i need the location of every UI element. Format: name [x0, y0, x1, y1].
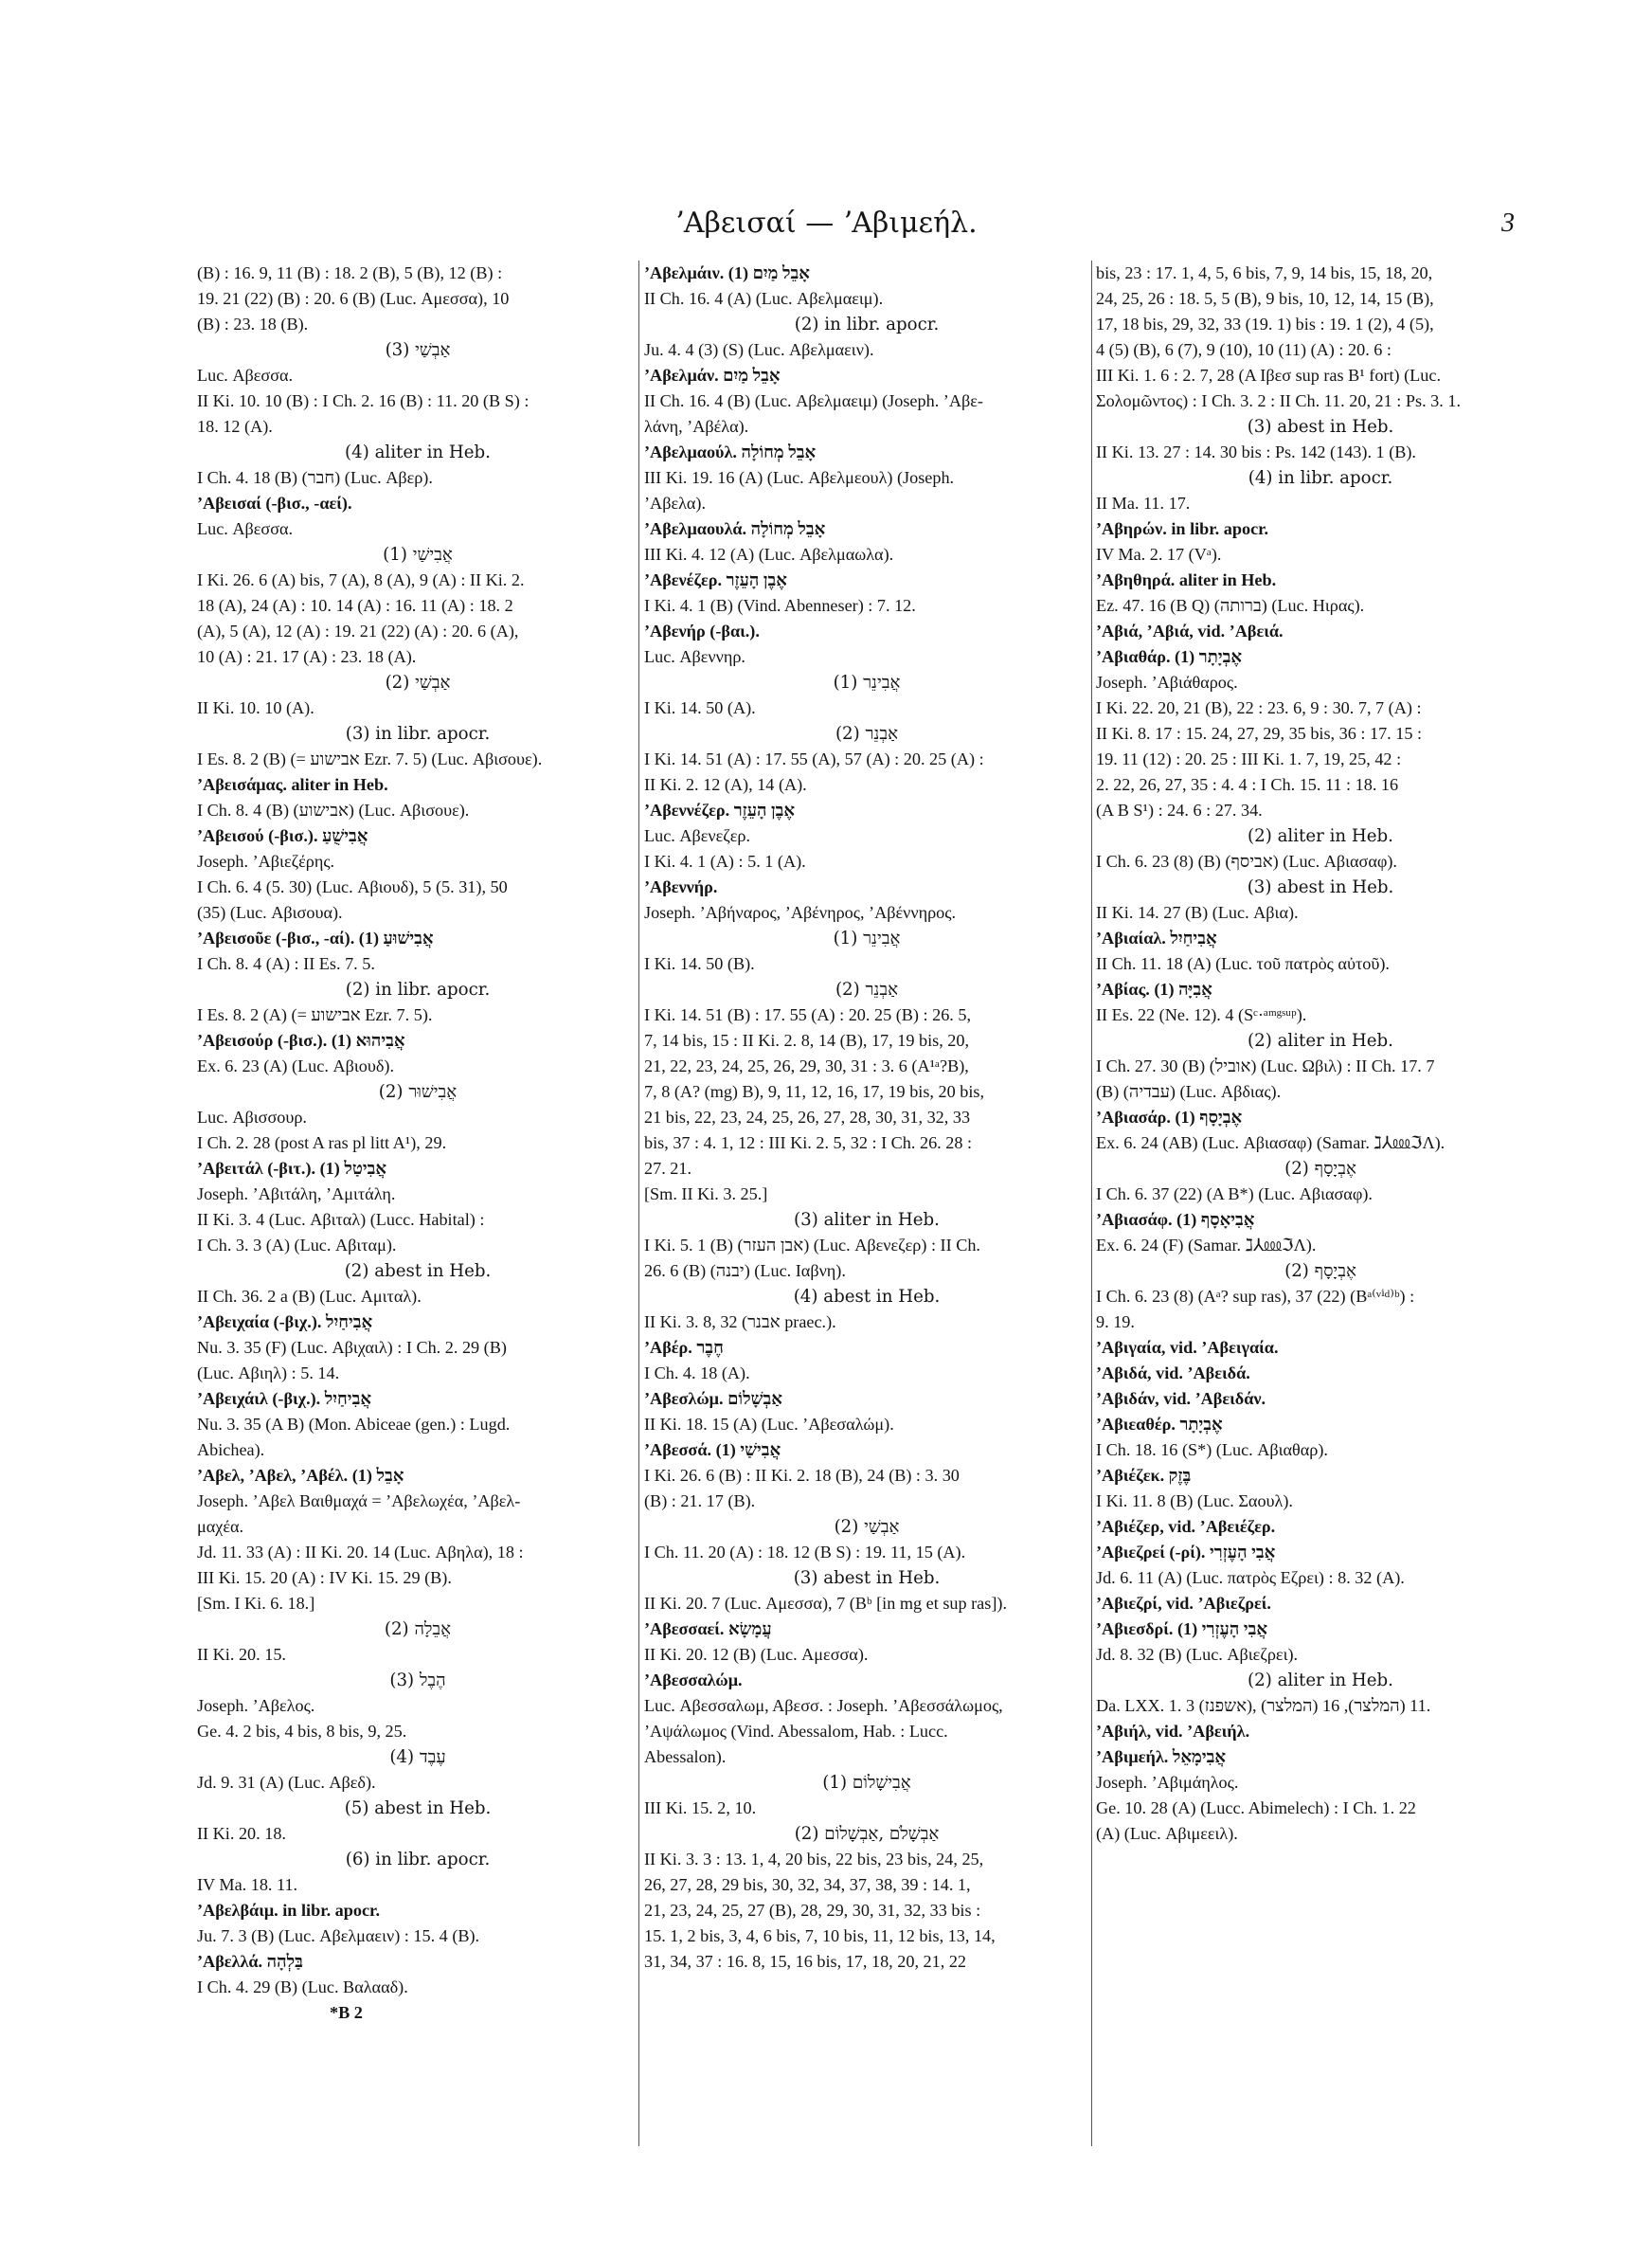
- entry-line: II Ki. 20. 15.: [197, 1645, 286, 1664]
- entry-headword: ʼΑβεννέζερ. אֶבֶן הָעֵזֶר: [644, 801, 796, 820]
- entry-headword: ʼΑβιαθάρ. (1) אֶבְיָתָר: [1096, 647, 1243, 666]
- entry-line: I Ki. 26. 6 (A) bis, 7 (A), 8 (A), 9 (A) : II Ki. 2.: [197, 570, 525, 589]
- entry-subheading: (2) aliter in Heb.: [1248, 826, 1393, 846]
- entry-headword: ʼΑβιμεήλ. אֲבִימָאֵל: [1096, 1747, 1227, 1766]
- entry-line: 17, 18 bis, 29, 32, 33 (19. 1) bis : 19. 1 (2), 4 (5),: [1096, 315, 1434, 334]
- entry-subheading: (2) aliter in Heb.: [1248, 1031, 1393, 1051]
- entry-line: 26. 6 (B) (יבנה) (Luc. Ιαβνη).: [644, 1261, 846, 1280]
- entry-headword: ʼΑβελμάιν. (1) אָבֵל מַיִם: [644, 263, 810, 282]
- entry-line: I Ch. 8. 4 (A) : II Es. 7. 5.: [197, 954, 375, 973]
- entry-headword: ʼΑβιδάν, vid. ʼΑβειδάν.: [1096, 1389, 1266, 1408]
- entry-headword: ʼΑβεισούρ (-βισ.). (1) אֲבִיהוּא: [197, 1031, 405, 1050]
- entry-subheading: (2) אַבְשַׁי: [834, 1517, 900, 1537]
- entry-line: I Ki. 14. 50 (B).: [644, 954, 755, 973]
- entry-line: IV Ma. 18. 11.: [197, 1875, 298, 1894]
- entry-line: 21, 22, 23, 24, 25, 26, 29, 30, 31 : 3. 6 (A¹ᵃ?B),: [644, 1056, 969, 1075]
- entry-line: II Es. 22 (Ne. 12). 4 (Sᶜ·ᵃᵐᵍˢᵘᵖ).: [1096, 1005, 1307, 1024]
- entry-line: (B) : 16. 9, 11 (B) : 18. 2 (B), 5 (B), 12 (B) :: [197, 263, 503, 282]
- entry-line: II Ki. 20. 7 (Luc. Αμεσσα), 7 (Bᵇ [in mg et sup ras]).: [644, 1594, 1007, 1613]
- entry-headword: ʼΑβίας. (1) אֲבִיָּה: [1096, 980, 1212, 999]
- entry-subheading: (2) אֶבְיָסָף: [1284, 1159, 1356, 1179]
- entry-line: II Ki. 10. 10 (B) : I Ch. 2. 16 (B) : 11. 20 (B S) :: [197, 391, 530, 410]
- entry-subheading: (2) אַבְשַׁי: [385, 673, 451, 693]
- entry-line: 19. 21 (22) (B) : 20. 6 (B) (Luc. Αμεσσα), 10: [197, 289, 510, 308]
- entry-line: (B) (עבדיה) (Luc. Αβδιας).: [1096, 1082, 1282, 1101]
- entry-line: II Ch. 16. 4 (A) (Luc. Αβελμαειμ).: [644, 289, 884, 308]
- entry-headword: ʼΑβελμαούλ. אָבֵל מְחוֹלָה: [644, 442, 817, 461]
- entry-line: Joseph. ʼΑβελος.: [197, 1696, 315, 1715]
- entry-line: IV Ma. 2. 17 (Vᵃ).: [1096, 545, 1222, 564]
- entry-headword: ʼΑβεισοῦε (-βισ., -αί). (1) אֲבִישׁוּעַ: [197, 929, 434, 948]
- entry-line: I Ch. 8. 4 (B) (אבישוע) (Luc. Αβισουε).: [197, 801, 470, 820]
- entry-subheading: (5) abest in Heb.: [344, 1798, 492, 1818]
- entry-line: Luc. Αβισσουρ.: [197, 1108, 307, 1127]
- entry-line: II Ki. 14. 27 (B) (Luc. Αβια).: [1096, 903, 1299, 922]
- entry-headword: ʼΑβιαίαλ. אֲבִיחַיִל: [1096, 929, 1217, 948]
- entry-line: II Ki. 2. 12 (A), 14 (A).: [644, 775, 807, 794]
- entry-line: ʼΑβελα).: [644, 494, 707, 513]
- entry-line: Joseph. ʼΑβιεζέρης.: [197, 852, 335, 871]
- entry-line: II Ki. 18. 15 (A) (Luc. ʼΑβεσαλώμ).: [644, 1415, 894, 1434]
- entry-headword: ʼΑβιδά, vid. ʼΑβειδά.: [1096, 1363, 1250, 1382]
- entry-subheading: (2) abest in Heb.: [344, 1261, 492, 1281]
- entry-line: I Ch. 6. 4 (5. 30) (Luc. Αβιουδ), 5 (5. 31), 50: [197, 877, 508, 896]
- entry-line: (B) : 23. 18 (B).: [197, 315, 309, 334]
- entry-headword: ʼΑβεννήρ.: [644, 877, 718, 896]
- entry-line: I Ki. 26. 6 (B) : II Ki. 2. 18 (B), 24 (B) : 3. 30: [644, 1466, 960, 1485]
- entry-line: Nu. 3. 35 (F) (Luc. Αβιχαιλ) : I Ch. 2. 29 (B): [197, 1338, 507, 1357]
- entry-line: Luc. Αβεννηρ.: [644, 647, 745, 666]
- entry-line: 31, 34, 37 : 16. 8, 15, 16 bis, 17, 18, 20, 21, 22: [644, 1952, 967, 1971]
- entry-line: II Ki. 20. 18.: [197, 1824, 286, 1843]
- entry-headword: ʼΑβελλά. בַּלְהָה: [197, 1952, 303, 1971]
- entry-headword: ʼΑβελ, ʼΑβελ, ʼΑβέλ. (1) אָבֵל: [197, 1466, 404, 1485]
- entry-line: 4 (5) (B), 6 (7), 9 (10), 10 (11) (A) : 20. 6 :: [1096, 340, 1392, 359]
- entry-line: I Ch. 4. 18 (B) (חבר) (Luc. Αβερ).: [197, 468, 433, 487]
- entry-line: μαχέα.: [197, 1517, 244, 1536]
- entry-line: Jd. 9. 31 (A) (Luc. Αβεδ).: [197, 1773, 376, 1792]
- entry-line: Jd. 8. 32 (B) (Luc. Αβιεζρει).: [1096, 1645, 1299, 1664]
- entry-subheading: (3) הֶבֶל: [389, 1670, 446, 1690]
- entry-line: 18. 12 (A).: [197, 417, 273, 436]
- entry-headword: ʼΑβηρών. in libr. apocr.: [1096, 519, 1269, 538]
- signature-mark: *B 2: [330, 2003, 363, 2022]
- entry-line: 15. 1, 2 bis, 3, 4, 6 bis, 7, 10 bis, 11, 12 bis, 13, 14,: [644, 1926, 996, 1945]
- entry-line: I Ch. 4. 18 (A).: [644, 1363, 750, 1382]
- entry-line: II Ki. 20. 12 (B) (Luc. Αμεσσα).: [644, 1645, 869, 1664]
- entry-headword: ʼΑβιέζερ, vid. ʼΑβειέζερ.: [1096, 1517, 1276, 1536]
- entry-line: Ez. 47. 16 (B Q) (ברותה) (Luc. Ηιρας).: [1096, 596, 1365, 615]
- entry-headword: ʼΑβιά, ʼΑβιά, vid. ʼΑβειά.: [1096, 622, 1284, 641]
- entry-headword: ʼΑβιεσδρί. (1) אֲבִי הָעֶזְרִי: [1096, 1619, 1268, 1638]
- entry-line: III Ki. 15. 20 (A) : IV Ki. 15. 29 (B).: [197, 1568, 452, 1587]
- entry-line: II Ki. 3. 3 : 13. 1, 4, 20 bis, 22 bis, 23 bis, 24, 25,: [644, 1850, 984, 1869]
- entry-subheading: (2) אֶבְיָסָף: [1284, 1261, 1356, 1281]
- entry-subheading: (3) aliter in Heb.: [794, 1210, 940, 1230]
- entry-line: I Ch. 27. 30 (B) (אוביל) (Luc. Ωβιλ) : II Ch. 17. 7: [1096, 1056, 1435, 1075]
- entry-line: Luc. Αβεσσα.: [197, 366, 294, 385]
- entry-line: Jd. 11. 33 (A) : II Ki. 20. 14 (Luc. Αβηλα), 18 :: [197, 1543, 524, 1562]
- entry-headword: ʼΑβεισού (-βισ.). אֲבִישֻׁעַ: [197, 826, 368, 845]
- entry-headword: ʼΑβειχάιλ (-βιχ.). אֲבִיחַיִל: [197, 1389, 372, 1408]
- column-rule: [1091, 261, 1092, 2146]
- entry-line: Ge. 4. 2 bis, 4 bis, 8 bis, 9, 25.: [197, 1722, 407, 1741]
- page-header: [0, 207, 1652, 244]
- entry-headword: ʼΑβεσλώμ. אַבְשָׁלוֹם: [644, 1389, 782, 1408]
- entry-subheading: (2) in libr. apocr.: [345, 980, 491, 1000]
- entry-line: (A) (Luc. Αβιμεειλ).: [1096, 1824, 1238, 1843]
- entry-headword: ʼΑβελμαουλά. אָבֵל מְחוֹלָה: [644, 519, 826, 538]
- entry-subheading: (4) עֶבֶד: [389, 1747, 446, 1767]
- entry-subheading: (1) אֲבִישַׁי: [383, 545, 453, 565]
- entry-line: Ju. 7. 3 (B) (Luc. Αβελμαειν) : 15. 4 (B).: [197, 1926, 480, 1945]
- entry-headword: ʼΑβεισαί (-βισ., -αεί).: [197, 494, 352, 513]
- entry-line: 24, 25, 26 : 18. 5, 5 (B), 9 bis, 10, 12, 14, 15 (B),: [1096, 289, 1434, 308]
- entry-line: II Ki. 3. 4 (Luc. Αβιταλ) (Lucc. Habital) :: [197, 1210, 485, 1229]
- entry-subheading: (1) אֲבִישָׁלוֹם: [822, 1773, 911, 1793]
- entry-headword: ʼΑβειτάλ (-βιτ.). (1) אֲבִיטַל: [197, 1159, 387, 1178]
- entry-line: II Ki. 8. 17 : 15. 24, 27, 29, 35 bis, 36 : 17. 15 :: [1096, 724, 1423, 743]
- entry-line: 18 (A), 24 (A) : 10. 14 (A) : 16. 11 (A) : 18. 2: [197, 596, 513, 615]
- entry-line: Joseph. ʼΑβιάθαρος.: [1096, 673, 1238, 692]
- entry-headword: ʼΑβιγαία, vid. ʼΑβειγαία.: [1096, 1338, 1279, 1357]
- column-rule: [638, 261, 639, 2146]
- entry-line: III Ki. 15. 2, 10.: [644, 1798, 757, 1817]
- column-2: [644, 261, 1089, 1975]
- entry-line: Luc. Αβεσσαλωμ, Αβεσσ. : Joseph. ʼΑβεσσάλωμος,: [644, 1696, 1003, 1715]
- entry-headword: ʼΑβιεζρί, vid. ʼΑβιεζρεί.: [1096, 1594, 1271, 1613]
- entry-line: Nu. 3. 35 (A B) (Mon. Abiceae (gen.) : Lugd.: [197, 1415, 511, 1434]
- entry-line: Joseph. ʼΑβιτάλη, ʼΑμιτάλη.: [197, 1184, 396, 1203]
- page-number: 3: [1501, 208, 1515, 238]
- entry-line: Ex. 6. 24 (F) (Samar. ℷ⅄⅏ℑΛ).: [1096, 1236, 1317, 1255]
- entry-line: I Ki. 22. 20, 21 (B), 22 : 23. 6, 9 : 30. 7, 7 (A) :: [1096, 698, 1422, 717]
- entry-line: bis, 37 : 4. 1, 12 : III Ki. 2. 5, 32 : I Ch. 26. 28 :: [644, 1133, 973, 1152]
- entry-line: Da. LXX. 1. 3 (אשפנז), 11 (המלצר), 16 (המלצר).: [1096, 1696, 1431, 1715]
- entry-line: Ju. 4. 4 (3) (S) (Luc. Αβελμαειν).: [644, 340, 874, 359]
- entry-subheading: (4) aliter in Heb.: [345, 442, 491, 462]
- entry-line: Joseph. ʼΑβελ Βαιθμαχά = ʼΑβελωχέα, ʼΑβελ-: [197, 1491, 521, 1510]
- entry-line: Luc. Αβεσσα.: [197, 519, 294, 538]
- entry-line: Abessalon).: [644, 1747, 727, 1766]
- entry-line: Σολομῶντος) : I Ch. 3. 2 : II Ch. 11. 20, 21 : Ps. 3. 1.: [1096, 391, 1462, 410]
- entry-line: III Ki. 1. 6 : 2. 7, 28 (A Iβεσ sup ras B¹ fort) (Luc.: [1096, 366, 1442, 385]
- entry-line: 21 bis, 22, 23, 24, 25, 26, 27, 28, 30, 31, 32, 33: [644, 1108, 971, 1127]
- entry-line: II Ki. 10. 10 (A).: [197, 698, 314, 717]
- entry-line: λάνη, ʼΑβέλα).: [644, 417, 749, 436]
- entry-line: I Es. 8. 2 (A) (= אבישוע Ezr. 7. 5).: [197, 1005, 433, 1024]
- entry-line: 7, 8 (A? (mg) B), 9, 11, 12, 16, 17, 19 bis, 20 bis,: [644, 1082, 985, 1101]
- entry-line: II Ma. 11. 17.: [1096, 494, 1191, 513]
- entry-subheading: (4) in libr. apocr.: [1248, 468, 1393, 488]
- entry-headword: ʼΑβειχαία (-βιχ.). אֲבִיחַיִל: [197, 1312, 373, 1331]
- entry-line: (Luc. Αβιηλ) : 5. 14.: [197, 1363, 340, 1382]
- entry-line: II Ch. 16. 4 (B) (Luc. Αβελμαειμ) (Joseph. ʼΑβε-: [644, 391, 983, 410]
- entry-line: 2. 22, 26, 27, 35 : 4. 4 : I Ch. 15. 11 : 18. 16: [1096, 775, 1399, 794]
- entry-line: I Ki. 11. 8 (B) (Luc. Σαουλ).: [1096, 1491, 1293, 1510]
- entry-line: I Ki. 14. 50 (A).: [644, 698, 756, 717]
- entry-line: 9. 19.: [1096, 1312, 1135, 1331]
- entry-subheading: (4) abest in Heb.: [793, 1287, 941, 1307]
- entry-line: Ex. 6. 24 (AB) (Luc. Αβιασαφ) (Samar. ℷ⅄⅏ℑΛ).: [1096, 1133, 1446, 1152]
- entry-line: II Ch. 11. 18 (A) (Luc. τοῦ πατρὸς αὐτοῦ).: [1096, 954, 1390, 973]
- entry-line: I Ch. 18. 16 (S*) (Luc. Αβιαθαρ).: [1096, 1440, 1328, 1459]
- entry-headword: ʼΑβενήρ (-βαι.).: [644, 622, 760, 641]
- entry-line: [Sm. I Ki. 6. 18.]: [197, 1594, 315, 1613]
- entry-line: (B) : 21. 17 (B).: [644, 1491, 756, 1510]
- entry-line: (A), 5 (A), 12 (A) : 19. 21 (22) (A) : 20. 6 (A),: [197, 622, 519, 641]
- entry-subheading: (2) אֲבֵלָה: [384, 1619, 452, 1639]
- entry-subheading: (6) in libr. apocr.: [345, 1850, 491, 1869]
- entry-line: I Ch. 4. 29 (B) (Luc. Βαλααδ).: [197, 1977, 408, 1996]
- entry-line: I Ch. 6. 23 (8) (B) (אביסף) (Luc. Αβιασαφ).: [1096, 852, 1397, 871]
- entry-headword: ʼΑβελμάν. אָבֵל מַיִם: [644, 366, 781, 385]
- entry-line: I Ch. 3. 3 (A) (Luc. Αβιταμ).: [197, 1236, 397, 1255]
- entry-subheading: (2) אַבְשָׁלֹם ,אַבְשָׁלוֹם: [794, 1824, 940, 1844]
- entry-line: I Es. 8. 2 (B) (= אבישוע Ezr. 7. 5) (Luc. Αβισουε).: [197, 749, 543, 768]
- entry-subheading: (1) אֲבִינֵר: [833, 673, 901, 693]
- entry-line: [Sm. II Ki. 3. 25.]: [644, 1184, 768, 1203]
- entry-line: I Ch. 11. 20 (A) : 18. 12 (B S) : 19. 11, 15 (A).: [644, 1543, 966, 1562]
- entry-headword: ʼΑβεισάμας. aliter in Heb.: [197, 775, 388, 794]
- entry-line: 10 (A) : 21. 17 (A) : 23. 18 (A).: [197, 647, 417, 666]
- entry-subheading: (3) abest in Heb.: [1247, 877, 1394, 897]
- entry-subheading: (2) אַבְנֵר: [835, 980, 899, 1000]
- entry-headword: ʼΑβιασάρ. (1) אֶבְיָסָף: [1096, 1108, 1243, 1127]
- entry-headword: ʼΑβηθηρά. aliter in Heb.: [1096, 570, 1277, 589]
- entry-line: (A B S¹) : 24. 6 : 27. 34.: [1096, 801, 1263, 820]
- entry-line: Luc. Αβενεζερ.: [644, 826, 751, 845]
- entry-line: bis, 23 : 17. 1, 4, 5, 6 bis, 7, 9, 14 bis, 15, 18, 20,: [1096, 263, 1433, 282]
- entry-line: 7, 14 bis, 15 : II Ki. 2. 8, 14 (B), 17, 19 bis, 20,: [644, 1031, 970, 1050]
- entry-line: I Ki. 14. 51 (A) : 17. 55 (A), 57 (A) : 20. 25 (A) :: [644, 749, 984, 768]
- entry-line: Joseph. ʼΑβιμάηλος.: [1096, 1773, 1239, 1792]
- entry-line: II Ch. 36. 2 a (B) (Luc. Αμιταλ).: [197, 1287, 422, 1306]
- entry-line: Abichea).: [197, 1440, 265, 1459]
- entry-line: Jd. 6. 11 (A) (Luc. πατρὸς Εζρει) : 8. 32 (A).: [1096, 1568, 1405, 1587]
- entry-subheading: (1) אֲבִינֵר: [833, 929, 901, 948]
- entry-line: I Ki. 4. 1 (A) : 5. 1 (A).: [644, 852, 806, 871]
- entry-headword: ʼΑβεσσά. (1) אֲבִישַׁי: [644, 1440, 781, 1459]
- entry-line: I Ch. 6. 37 (22) (A B*) (Luc. Αβιασαφ).: [1096, 1184, 1373, 1203]
- column-3: [1096, 261, 1545, 1847]
- entry-line: 19. 11 (12) : 20. 25 : III Ki. 1. 7, 19, 25, 42 :: [1096, 749, 1402, 768]
- entry-line: I Ch. 2. 28 (post A ras pl litt A¹), 29.: [197, 1133, 447, 1152]
- entry-line: Ge. 10. 28 (A) (Lucc. Abimelech) : I Ch. 1. 22: [1096, 1798, 1416, 1817]
- entry-line: (35) (Luc. Αβισουα).: [197, 903, 343, 922]
- entry-subheading: (3) abest in Heb.: [793, 1568, 941, 1588]
- entry-line: III Ki. 19. 16 (A) (Luc. Αβελμεουλ) (Joseph.: [644, 468, 955, 487]
- entry-subheading: (2) אַבְנֵר: [835, 724, 899, 744]
- entry-headword: ʼΑβέρ. חֶבֶר: [644, 1338, 724, 1357]
- entry-line: I Ki. 5. 1 (B) (אבן העזר) (Luc. Αβενεζερ) : II Ch.: [644, 1236, 980, 1255]
- entry-line: I Ki. 4. 1 (B) (Vind. Abenneser) : 7. 12.: [644, 596, 916, 615]
- entry-subheading: (3) in libr. apocr.: [345, 724, 491, 744]
- entry-subheading: (2) אֲבִישׁוּר: [378, 1082, 458, 1102]
- entry-line: Joseph. ʼΑβήναρος, ʼΑβένηρος, ʼΑβέννηρος.: [644, 903, 957, 922]
- entry-line: III Ki. 4. 12 (A) (Luc. Αβελμαωλα).: [644, 545, 894, 564]
- entry-line: II Ki. 13. 27 : 14. 30 bis : Ps. 142 (143). 1 (B).: [1096, 442, 1416, 461]
- entry-line: Ex. 6. 23 (A) (Luc. Αβιουδ).: [197, 1056, 394, 1075]
- column-1: [197, 261, 638, 2026]
- entry-line: ʼΑψάλωμος (Vind. Abessalom, Hab. : Lucc.: [644, 1722, 948, 1741]
- entry-headword: ʼΑβιεαθέρ. אֶבְיָתָר: [1096, 1415, 1223, 1434]
- entry-headword: ʼΑβιήλ, vid. ʼΑβειήλ.: [1096, 1722, 1250, 1741]
- entry-headword: ʼΑβιασάφ. (1) אֲבִיאָסָף: [1096, 1210, 1255, 1229]
- entry-subheading: (3) אַבְשַׁי: [385, 340, 451, 360]
- running-title: ʼΑβεισαί — ʼΑβιμεήλ.: [674, 207, 978, 240]
- entry-headword: ʼΑβεσσαεί. עֲמָשָׂא: [644, 1619, 772, 1638]
- entry-headword: ʼΑβεσσαλώμ.: [644, 1670, 743, 1689]
- entry-line: II Ki. 3. 8, 32 (אבנר praec.).: [644, 1312, 836, 1331]
- entry-line: 21, 23, 24, 25, 27 (B), 28, 29, 30, 31, 32, 33 bis :: [644, 1901, 981, 1920]
- entry-line: I Ch. 6. 23 (8) (Aᵃ? sup ras), 37 (22) (Bᵃ⁽ᵛⁱᵈ⁾ᵇ) :: [1096, 1287, 1415, 1306]
- entry-line: 27. 21.: [644, 1159, 692, 1178]
- entry-subheading: (2) in libr. apocr.: [794, 315, 940, 334]
- entry-subheading: (3) abest in Heb.: [1247, 417, 1394, 437]
- entry-headword: ʼΑβελβάιμ. in libr. apocr.: [197, 1901, 381, 1920]
- entry-line: I Ki. 14. 51 (B) : 17. 55 (A) : 20. 25 (B) : 26. 5,: [644, 1005, 972, 1024]
- entry-line: 26, 27, 28, 29 bis, 30, 32, 34, 37, 38, 39 : 14. 1,: [644, 1875, 971, 1894]
- entry-subheading: (2) aliter in Heb.: [1248, 1670, 1393, 1690]
- entry-headword: ʼΑβενέζερ. אֶבֶן הָעֵזֶר: [644, 570, 787, 589]
- entry-headword: ʼΑβιεζρεί (-ρί). אֲבִי הָעֶזְרִי: [1096, 1543, 1276, 1562]
- entry-headword: ʼΑβιέζεκ. בֶּזֶק: [1096, 1466, 1192, 1485]
